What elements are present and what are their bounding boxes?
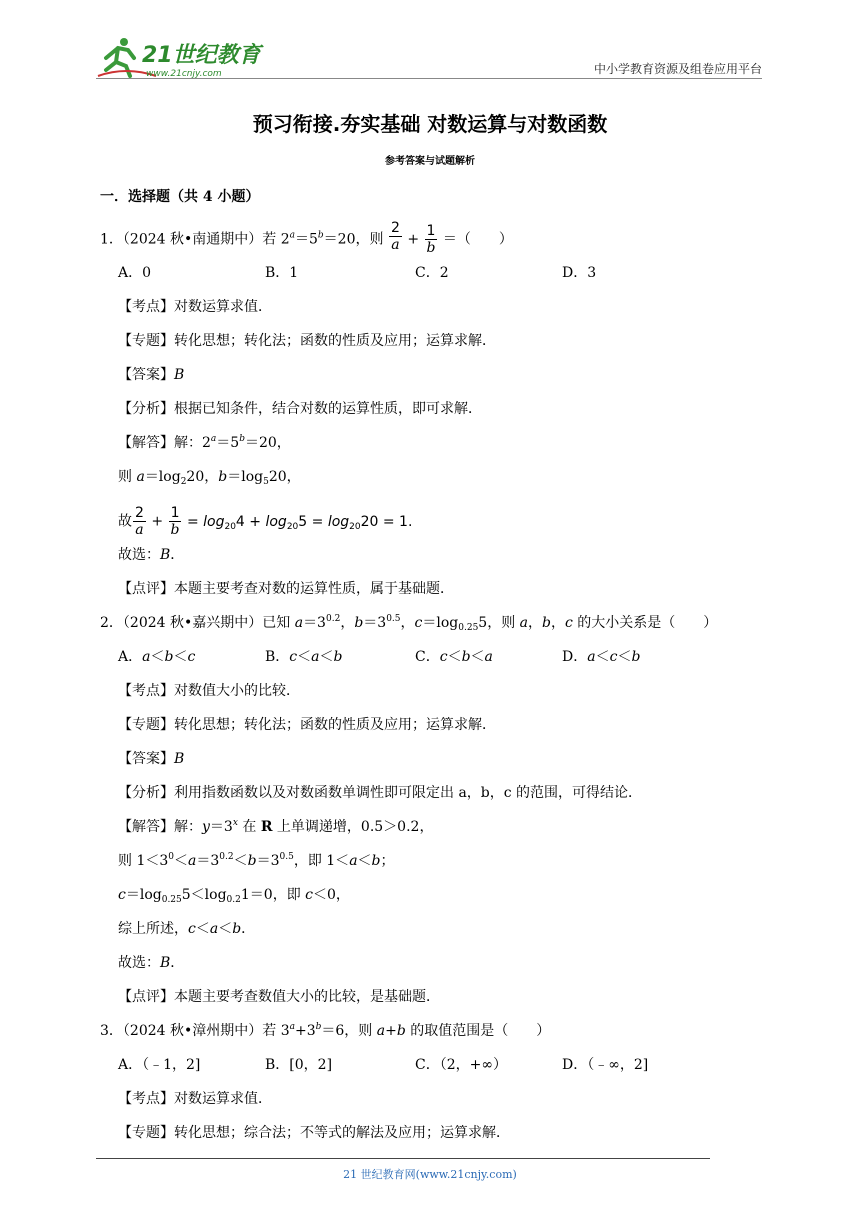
q1-line2: 则 $a=\log_220$，$b=\log_520$， [118,469,301,487]
q1-option-d: D．3 [562,265,597,281]
q2-kaodian: 【考点】对数值大小的比较． [118,683,300,699]
q3-kaodian: 【考点】对数运算求值． [118,1091,272,1107]
question-2-stem: 2．（2024 秋•嘉兴期中）已知 $a=3^{0.2}$，$b=3^{0.5}$，$c=\log_{0.25}5$，则 a，b，c 的大小关系是（ ） [100,614,718,633]
platform-name: 中小学教育资源及组卷应用平台 [593,62,762,76]
q2-line2: 则 $1<3^0<a=3^{0.2}<b=3^{0.5}$，即 1＜a＜b； [118,852,395,869]
site-logo [96,36,266,82]
q2-option-a: A．a＜b＜c [118,649,196,665]
q1-zhuanti: 【专题】转化思想；转化法；函数的性质及应用；运算求解． [118,333,496,349]
footer-divider [96,1158,710,1159]
q3-option-c: C．（2，+∞） [415,1057,508,1073]
svg-text:21世纪教育: 21世纪教育 [142,43,261,68]
header-divider [96,78,762,79]
q2-line3: $c=\log_{0.25}5<\log_{0.2}1=0$，即 c＜0， [118,887,350,905]
question-1-stem: 1．（2024 秋•南通期中）若 $2^a=5^b=20$，则 $\frac{2}{a}$ + $\frac{1}{b}$ ＝（ ） [100,220,513,256]
question-3-stem: 3．（2024 秋•漳州期中）若 $3^a+3^b=6$，则 a+b 的取值范围是（ ） [100,1022,551,1039]
footer-link[interactable]: 21 世纪教育网(www.21cnjy.com) [343,1168,517,1181]
q3-option-a: A．（﹣1，2] [118,1057,201,1073]
q1-fenxi: 【分析】根据已知条件，结合对数的运算性质，即可求解． [118,401,482,417]
q1-option-b: B．1 [265,265,299,281]
q2-xuan: 故选：B． [118,955,185,971]
q1-line3: 故 $\frac{2}{a}$ + $\frac{1}{b}$ = $\log_{20}4 + \log_{20}5 = \log_{20}20 = 1$. [118,505,413,538]
q1-dianping: 【点评】本题主要考查对数的运算性质，属于基础题． [118,581,454,597]
q2-option-b: B．c＜a＜b [265,649,343,665]
q2-dianping: 【点评】本题主要考查数值大小的比较，是基础题． [118,989,440,1005]
svg-text:www.21cnjy.com: www.21cnjy.com [146,69,222,79]
q1-jieda: 【解答】解：$2^a=5^b=20$， [118,434,291,451]
q2-option-d: D．a＜c＜b [562,649,641,665]
q2-option-c: C．c＜b＜a [415,649,493,665]
q1-answer: 【答案】B [118,367,185,383]
section-heading: 一．选择题（共 4 小题） [100,189,260,205]
q2-jieda: 【解答】解：$y=3^x$ 在 R 上单调递增，0.5＞0.2， [118,818,434,835]
q3-zhuanti: 【专题】转化思想；综合法；不等式的解法及应用；运算求解． [118,1125,510,1141]
q2-fenxi: 【分析】利用指数函数以及对数函数单调性即可限定出 a，b，c 的范围，可得结论． [118,785,643,801]
q1-xuan: 故选：B． [118,547,185,563]
q1-option-a: A．0 [118,265,152,281]
q1-option-c: C．2 [415,265,449,281]
page-title: 预习衔接.夯实基础 对数运算与对数函数 [252,112,608,136]
q2-summary: 综上所述，c＜a＜b． [118,921,256,937]
q2-zhuanti: 【专题】转化思想；转化法；函数的性质及应用；运算求解． [118,717,496,733]
q1-kaodian: 【考点】对数运算求值． [118,299,272,315]
page-subtitle: 参考答案与试题解析 [385,156,475,167]
q3-option-b: B．[0，2] [265,1057,333,1073]
q2-answer: 【答案】B [118,751,185,767]
q3-option-d: D．（﹣∞，2] [562,1057,649,1073]
